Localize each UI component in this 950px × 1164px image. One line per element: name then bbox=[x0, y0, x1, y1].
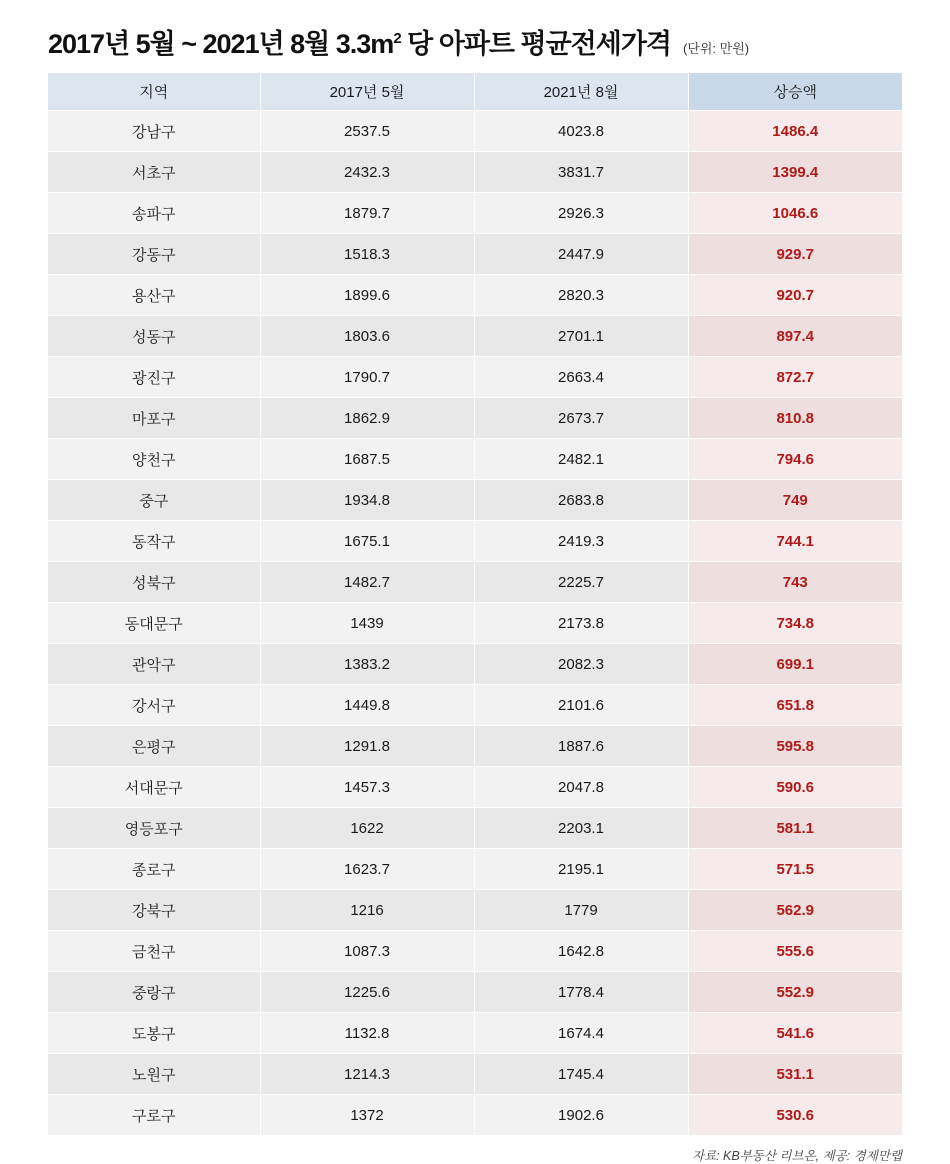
table-row bbox=[48, 1095, 902, 1136]
table-row bbox=[48, 603, 902, 644]
cell-2017: 1087.3 bbox=[260, 931, 474, 972]
cell-rise: 531.1 bbox=[688, 1054, 902, 1095]
cell-2017: 1214.3 bbox=[260, 1054, 474, 1095]
cell-rise: 555.6 bbox=[688, 931, 902, 972]
table-row bbox=[48, 152, 902, 193]
table-row bbox=[48, 111, 902, 152]
table-row bbox=[48, 234, 902, 275]
cell-rise: 590.6 bbox=[688, 767, 902, 808]
cell-rise: 530.6 bbox=[688, 1095, 902, 1136]
cell-region: 중구 bbox=[48, 480, 260, 521]
cell-rise: 699.1 bbox=[688, 644, 902, 685]
cell-rise: 897.4 bbox=[688, 316, 902, 357]
cell-2021: 1674.4 bbox=[474, 1013, 688, 1054]
cell-region: 송파구 bbox=[48, 193, 260, 234]
column-header-region: 지역 bbox=[48, 73, 260, 111]
cell-2021: 3831.7 bbox=[474, 152, 688, 193]
cell-rise: 562.9 bbox=[688, 890, 902, 931]
cell-2017: 1482.7 bbox=[260, 562, 474, 603]
cell-2021: 2047.8 bbox=[474, 767, 688, 808]
cell-2017: 1132.8 bbox=[260, 1013, 474, 1054]
cell-2017: 1862.9 bbox=[260, 398, 474, 439]
cell-rise: 651.8 bbox=[688, 685, 902, 726]
cell-2017: 1439 bbox=[260, 603, 474, 644]
table-row bbox=[48, 562, 902, 603]
cell-2021: 2225.7 bbox=[474, 562, 688, 603]
cell-rise: 743 bbox=[688, 562, 902, 603]
table-body bbox=[48, 111, 902, 1136]
cell-rise: 734.8 bbox=[688, 603, 902, 644]
column-header-2021: 2021년 8월 bbox=[474, 73, 688, 111]
cell-rise: 920.7 bbox=[688, 275, 902, 316]
cell-2021: 2683.8 bbox=[474, 480, 688, 521]
table-row bbox=[48, 398, 902, 439]
table-row bbox=[48, 521, 902, 562]
table-row bbox=[48, 849, 902, 890]
cell-2021: 1642.8 bbox=[474, 931, 688, 972]
cell-2021: 2663.4 bbox=[474, 357, 688, 398]
cell-2021: 2082.3 bbox=[474, 644, 688, 685]
cell-2017: 1291.8 bbox=[260, 726, 474, 767]
cell-region: 성북구 bbox=[48, 562, 260, 603]
cell-2021: 1887.6 bbox=[474, 726, 688, 767]
cell-region: 동작구 bbox=[48, 521, 260, 562]
cell-2021: 2926.3 bbox=[474, 193, 688, 234]
table-row bbox=[48, 193, 902, 234]
cell-2021: 2101.6 bbox=[474, 685, 688, 726]
cell-rise: 541.6 bbox=[688, 1013, 902, 1054]
cell-2021: 2447.9 bbox=[474, 234, 688, 275]
cell-region: 금천구 bbox=[48, 931, 260, 972]
title-row bbox=[48, 22, 902, 73]
cell-2021: 2820.3 bbox=[474, 275, 688, 316]
cell-2017: 1934.8 bbox=[260, 480, 474, 521]
cell-2017: 1457.3 bbox=[260, 767, 474, 808]
cell-2017: 1518.3 bbox=[260, 234, 474, 275]
cell-2017: 1623.7 bbox=[260, 849, 474, 890]
cell-2021: 2173.8 bbox=[474, 603, 688, 644]
cell-rise: 595.8 bbox=[688, 726, 902, 767]
cell-2021: 2203.1 bbox=[474, 808, 688, 849]
cell-rise: 744.1 bbox=[688, 521, 902, 562]
cell-2017: 1790.7 bbox=[260, 357, 474, 398]
cell-region: 은평구 bbox=[48, 726, 260, 767]
cell-region: 마포구 bbox=[48, 398, 260, 439]
title-tail: 당 아파트 평균전세가격 bbox=[400, 29, 671, 59]
cell-2021: 1779 bbox=[474, 890, 688, 931]
cell-rise: 1046.6 bbox=[688, 193, 902, 234]
cell-2021: 2673.7 bbox=[474, 398, 688, 439]
cell-2021: 1778.4 bbox=[474, 972, 688, 1013]
cell-region: 성동구 bbox=[48, 316, 260, 357]
cell-2017: 1879.7 bbox=[260, 193, 474, 234]
page-title bbox=[48, 22, 671, 61]
cell-region: 강동구 bbox=[48, 234, 260, 275]
table-row bbox=[48, 726, 902, 767]
cell-2017: 1383.2 bbox=[260, 644, 474, 685]
cell-2017: 2537.5 bbox=[260, 111, 474, 152]
cell-2021: 1902.6 bbox=[474, 1095, 688, 1136]
cell-region: 광진구 bbox=[48, 357, 260, 398]
cell-region: 중랑구 bbox=[48, 972, 260, 1013]
cell-region: 강북구 bbox=[48, 890, 260, 931]
cell-region: 동대문구 bbox=[48, 603, 260, 644]
table-row bbox=[48, 316, 902, 357]
cell-rise: 749 bbox=[688, 480, 902, 521]
cell-2021: 2482.1 bbox=[474, 439, 688, 480]
cell-2017: 1803.6 bbox=[260, 316, 474, 357]
column-header-2017: 2017년 5월 bbox=[260, 73, 474, 111]
cell-2017: 1675.1 bbox=[260, 521, 474, 562]
cell-rise: 1486.4 bbox=[688, 111, 902, 152]
cell-rise: 1399.4 bbox=[688, 152, 902, 193]
cell-region: 종로구 bbox=[48, 849, 260, 890]
table-row bbox=[48, 275, 902, 316]
table-row bbox=[48, 357, 902, 398]
cell-2017: 1216 bbox=[260, 890, 474, 931]
cell-2021: 4023.8 bbox=[474, 111, 688, 152]
cell-2021: 2701.1 bbox=[474, 316, 688, 357]
table-row bbox=[48, 808, 902, 849]
cell-2021: 2419.3 bbox=[474, 521, 688, 562]
cell-region: 관악구 bbox=[48, 644, 260, 685]
table-row bbox=[48, 480, 902, 521]
table-row bbox=[48, 644, 902, 685]
table-row bbox=[48, 439, 902, 480]
cell-2017: 2432.3 bbox=[260, 152, 474, 193]
cell-2017: 1899.6 bbox=[260, 275, 474, 316]
cell-rise: 929.7 bbox=[688, 234, 902, 275]
cell-region: 도봉구 bbox=[48, 1013, 260, 1054]
cell-2017: 1449.8 bbox=[260, 685, 474, 726]
table-header-row bbox=[48, 73, 902, 111]
table-row bbox=[48, 767, 902, 808]
cell-region: 구로구 bbox=[48, 1095, 260, 1136]
cell-2017: 1372 bbox=[260, 1095, 474, 1136]
table-header bbox=[48, 73, 902, 111]
table-row bbox=[48, 1054, 902, 1095]
title-main: 2017년 5월 ~ 2021년 8월 3.3m bbox=[48, 29, 394, 59]
cell-region: 서대문구 bbox=[48, 767, 260, 808]
cell-2021: 1745.4 bbox=[474, 1054, 688, 1095]
table-row bbox=[48, 972, 902, 1013]
table-row bbox=[48, 685, 902, 726]
cell-rise: 810.8 bbox=[688, 398, 902, 439]
cell-region: 양천구 bbox=[48, 439, 260, 480]
table-row bbox=[48, 1013, 902, 1054]
cell-2021: 2195.1 bbox=[474, 849, 688, 890]
price-table bbox=[48, 73, 902, 1136]
cell-region: 강남구 bbox=[48, 111, 260, 152]
cell-region: 서초구 bbox=[48, 152, 260, 193]
source-note: 자료: KB부동산 리브온, 제공: 경제만랩 bbox=[691, 1149, 902, 1163]
cell-rise: 552.9 bbox=[688, 972, 902, 1013]
cell-region: 강서구 bbox=[48, 685, 260, 726]
cell-rise: 581.1 bbox=[688, 808, 902, 849]
cell-region: 용산구 bbox=[48, 275, 260, 316]
cell-2017: 1687.5 bbox=[260, 439, 474, 480]
cell-rise: 794.6 bbox=[688, 439, 902, 480]
table-row bbox=[48, 931, 902, 972]
table-row bbox=[48, 890, 902, 931]
cell-2017: 1622 bbox=[260, 808, 474, 849]
cell-region: 영등포구 bbox=[48, 808, 260, 849]
cell-region: 노원구 bbox=[48, 1054, 260, 1095]
column-header-rise: 상승액 bbox=[688, 73, 902, 111]
cell-rise: 872.7 bbox=[688, 357, 902, 398]
title-superscript: 2 bbox=[393, 30, 401, 47]
unit-label: (단위: 만원) bbox=[682, 41, 750, 56]
cell-2017: 1225.6 bbox=[260, 972, 474, 1013]
cell-rise: 571.5 bbox=[688, 849, 902, 890]
